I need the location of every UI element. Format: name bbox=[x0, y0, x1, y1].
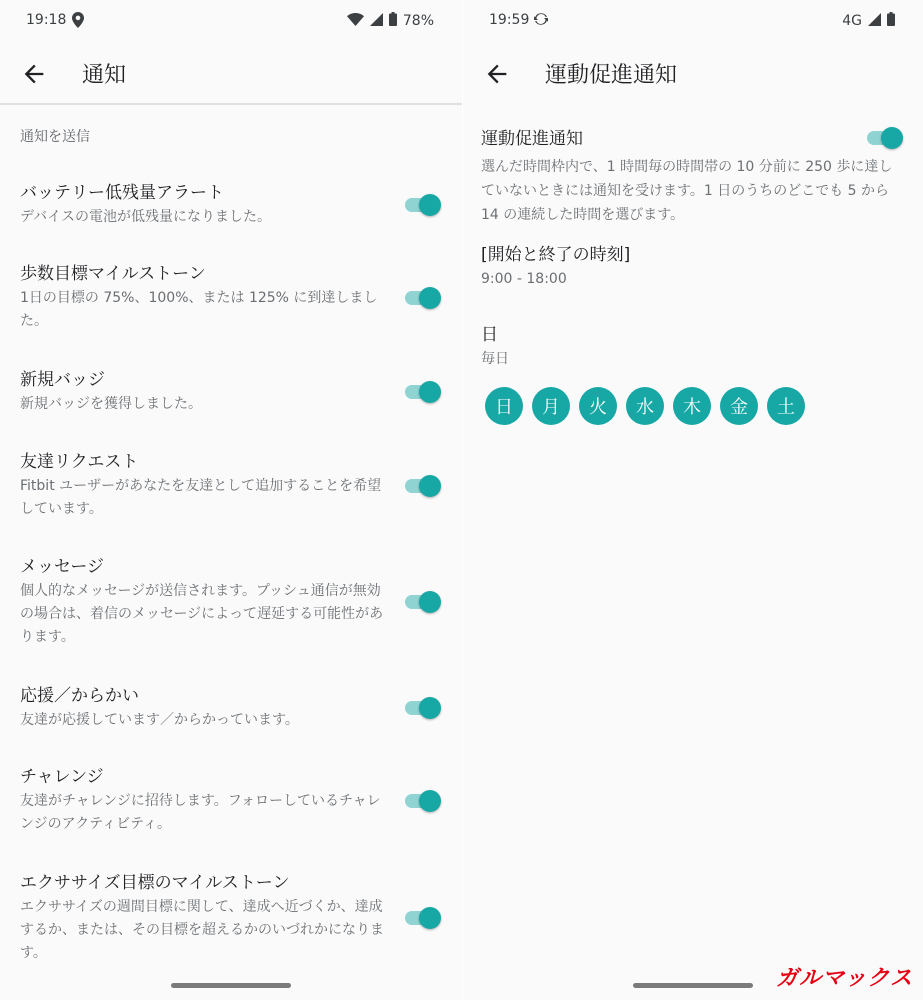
day-chip-wed[interactable]: 水 bbox=[626, 387, 664, 425]
row-title: メッセージ bbox=[20, 557, 104, 577]
reminder-description: 選んだ時間枠内で、1 時間毎の時間帯の 10 分前に 250 歩に達していないときには通知を受けます。1 日のうちのどこでも 5 から 14 の連続した時間を選びます。 bbox=[481, 159, 893, 223]
notification-row-low-battery[interactable] bbox=[20, 181, 442, 229]
notification-row-friend-request[interactable] bbox=[20, 450, 442, 521]
toggle-friend-request[interactable] bbox=[403, 473, 441, 497]
signal-icon bbox=[868, 13, 881, 30]
days-value: 毎日 bbox=[481, 351, 509, 367]
row-subtitle: 1日の目標の 75%、100%、または 125% に到達しました。 bbox=[20, 290, 378, 329]
day-chip-mon[interactable]: 月 bbox=[532, 387, 570, 425]
page-title: 運動促進通知 bbox=[545, 63, 678, 88]
row-title: 新規バッジ bbox=[20, 370, 105, 390]
toggle-reminder[interactable] bbox=[865, 125, 903, 149]
row-title: 友達リクエスト bbox=[20, 452, 139, 472]
reminder-title: 運動促進通知 bbox=[481, 129, 583, 149]
divider bbox=[0, 103, 462, 105]
row-subtitle: エクササイズの週間目標に関して、達成へ近づくか、達成するか、または、その目標を超えるかのいづれかになります。 bbox=[20, 899, 384, 961]
toggle-new-badge[interactable] bbox=[403, 379, 441, 403]
notification-row-step-milestone[interactable] bbox=[20, 262, 442, 333]
sync-icon bbox=[534, 12, 548, 30]
status-bar bbox=[0, 0, 462, 40]
battery-icon bbox=[389, 12, 397, 30]
app-bar bbox=[0, 44, 462, 104]
back-arrow-icon[interactable] bbox=[483, 60, 511, 88]
day-chip-sat[interactable]: 土 bbox=[767, 387, 805, 425]
row-title: 歩数目標マイルストーン bbox=[20, 264, 206, 284]
gesture-nav-bar[interactable] bbox=[633, 983, 753, 988]
row-title: エクササイズ目標のマイルストーン bbox=[20, 873, 290, 893]
notification-row-challenge[interactable] bbox=[20, 765, 442, 836]
page-title: 通知 bbox=[82, 63, 127, 88]
day-selector bbox=[485, 387, 805, 425]
notification-row-message[interactable] bbox=[20, 555, 442, 649]
status-time: 19:59 bbox=[489, 12, 530, 28]
day-chip-thu[interactable]: 木 bbox=[673, 387, 711, 425]
wifi-icon bbox=[347, 13, 364, 30]
gesture-nav-bar[interactable] bbox=[171, 983, 291, 988]
watermark-logo: ガルマックス bbox=[776, 966, 913, 991]
row-subtitle: 友達がチャレンジに招待します。フォローしているチャレンジのアクティビティ。 bbox=[20, 793, 381, 832]
notification-row-new-badge[interactable] bbox=[20, 368, 442, 416]
day-chip-tue[interactable]: 火 bbox=[579, 387, 617, 425]
back-arrow-icon[interactable] bbox=[20, 60, 48, 88]
network-type: 4G bbox=[842, 13, 862, 29]
day-chip-fri[interactable]: 金 bbox=[720, 387, 758, 425]
row-subtitle: Fitbit ユーザーがあなたを友達として追加することを希望しています。 bbox=[20, 478, 382, 517]
row-title: 応援／からかい bbox=[20, 686, 139, 706]
battery-icon bbox=[887, 12, 895, 30]
location-icon bbox=[72, 12, 84, 32]
battery-percent: 78% bbox=[402, 13, 434, 29]
row-title: チャレンジ bbox=[20, 767, 104, 787]
time-window-value: 9:00 - 18:00 bbox=[481, 271, 567, 287]
row-title: バッテリー低残量アラート bbox=[20, 183, 224, 203]
row-subtitle: 新規バッジを獲得しました。 bbox=[20, 396, 202, 412]
toggle-message[interactable] bbox=[403, 589, 441, 613]
toggle-challenge[interactable] bbox=[403, 788, 441, 812]
signal-icon bbox=[370, 13, 383, 30]
section-header: 通知を送信 bbox=[20, 129, 90, 145]
notification-row-cheer[interactable] bbox=[20, 684, 442, 732]
notification-row-exercise-milestone[interactable] bbox=[20, 871, 442, 965]
app-bar bbox=[463, 44, 923, 104]
day-chip-sun[interactable]: 日 bbox=[485, 387, 523, 425]
time-window-label: [開始と終了の時刻] bbox=[481, 245, 631, 265]
row-subtitle: 友達が応援しています／からかっています。 bbox=[20, 712, 299, 728]
toggle-low-battery[interactable] bbox=[403, 192, 441, 216]
time-window-setting[interactable] bbox=[481, 240, 630, 291]
row-subtitle: デバイスの電池が低残量になりました。 bbox=[20, 209, 272, 225]
days-label: 日 bbox=[481, 325, 498, 345]
reminder-screen bbox=[463, 0, 923, 1000]
row-subtitle: 個人的なメッセージが送信されます。プッシュ通信が無効の場合は、着信のメッセージによって遅延する可能性があります。 bbox=[20, 583, 384, 645]
status-bar bbox=[463, 0, 923, 40]
days-setting[interactable] bbox=[481, 320, 509, 371]
toggle-step-milestone[interactable] bbox=[403, 285, 441, 309]
toggle-cheer[interactable] bbox=[403, 695, 441, 719]
status-time: 19:18 bbox=[26, 12, 67, 28]
toggle-exercise-milestone[interactable] bbox=[403, 905, 441, 929]
reminder-setting[interactable] bbox=[481, 124, 901, 227]
